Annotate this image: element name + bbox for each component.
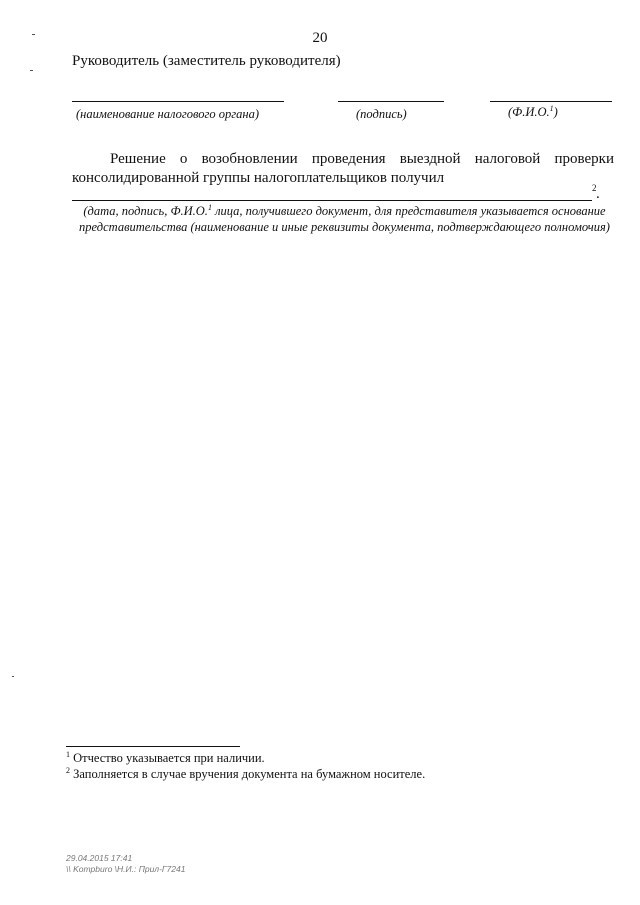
receipt-line-1: Решение о возобновлении проведения выездной налоговой проверки bbox=[110, 151, 614, 167]
footnote-separator bbox=[66, 746, 240, 747]
footnote-ref-1: 1 bbox=[549, 103, 554, 113]
signature-caption: (подпись) bbox=[356, 107, 407, 121]
footnote-1-mark: 1 bbox=[66, 749, 70, 759]
footnote-1-text: Отчество указывается при наличии. bbox=[70, 751, 265, 765]
full-name-caption-end: ) bbox=[553, 105, 558, 119]
receipt-line-2: консолидированной группы налогоплательщиков получил bbox=[72, 170, 445, 186]
footnote-1 bbox=[66, 751, 265, 766]
receipt-signature-line bbox=[72, 200, 592, 201]
receipt-note-part1: (дата, подпись, Ф.И.О. bbox=[83, 204, 208, 218]
scan-speck bbox=[32, 34, 35, 35]
full-name-line bbox=[490, 101, 612, 102]
tax-authority-line bbox=[72, 101, 284, 102]
footnote-2 bbox=[66, 767, 425, 782]
footnote-2-mark: 2 bbox=[66, 765, 70, 775]
page-number: 20 bbox=[312, 30, 328, 46]
signature-line bbox=[338, 101, 444, 102]
signatory-title: Руководитель (заместитель руководителя) bbox=[72, 53, 341, 69]
footnote-2-text: Заполняется в случае вручения документа на бумажном носителе. bbox=[70, 767, 426, 781]
receipt-note-part2: лица, получившего документ, для представителя указывается основание представительства (наименование и иные реквизиты документа, подтверждающего полномочия) bbox=[79, 204, 610, 234]
print-file-path: \\ Kompburo \Н.И.: Прил-Г7241 bbox=[66, 864, 186, 874]
tax-authority-caption: (наименование налогового органа) bbox=[76, 107, 259, 121]
scan-speck bbox=[30, 70, 33, 71]
scan-speck bbox=[12, 676, 14, 677]
print-datetime: 29.04.2015 17:41 bbox=[66, 853, 133, 863]
footnote-ref-2: 2 bbox=[592, 183, 597, 193]
receipt-paragraph bbox=[72, 150, 614, 188]
full-name-caption-text: (Ф.И.О. bbox=[508, 105, 550, 119]
receipt-end-mark: . bbox=[596, 186, 600, 202]
full-name-caption bbox=[508, 105, 558, 120]
receipt-note bbox=[72, 203, 617, 235]
receipt-note-ref: 1 bbox=[207, 202, 212, 212]
